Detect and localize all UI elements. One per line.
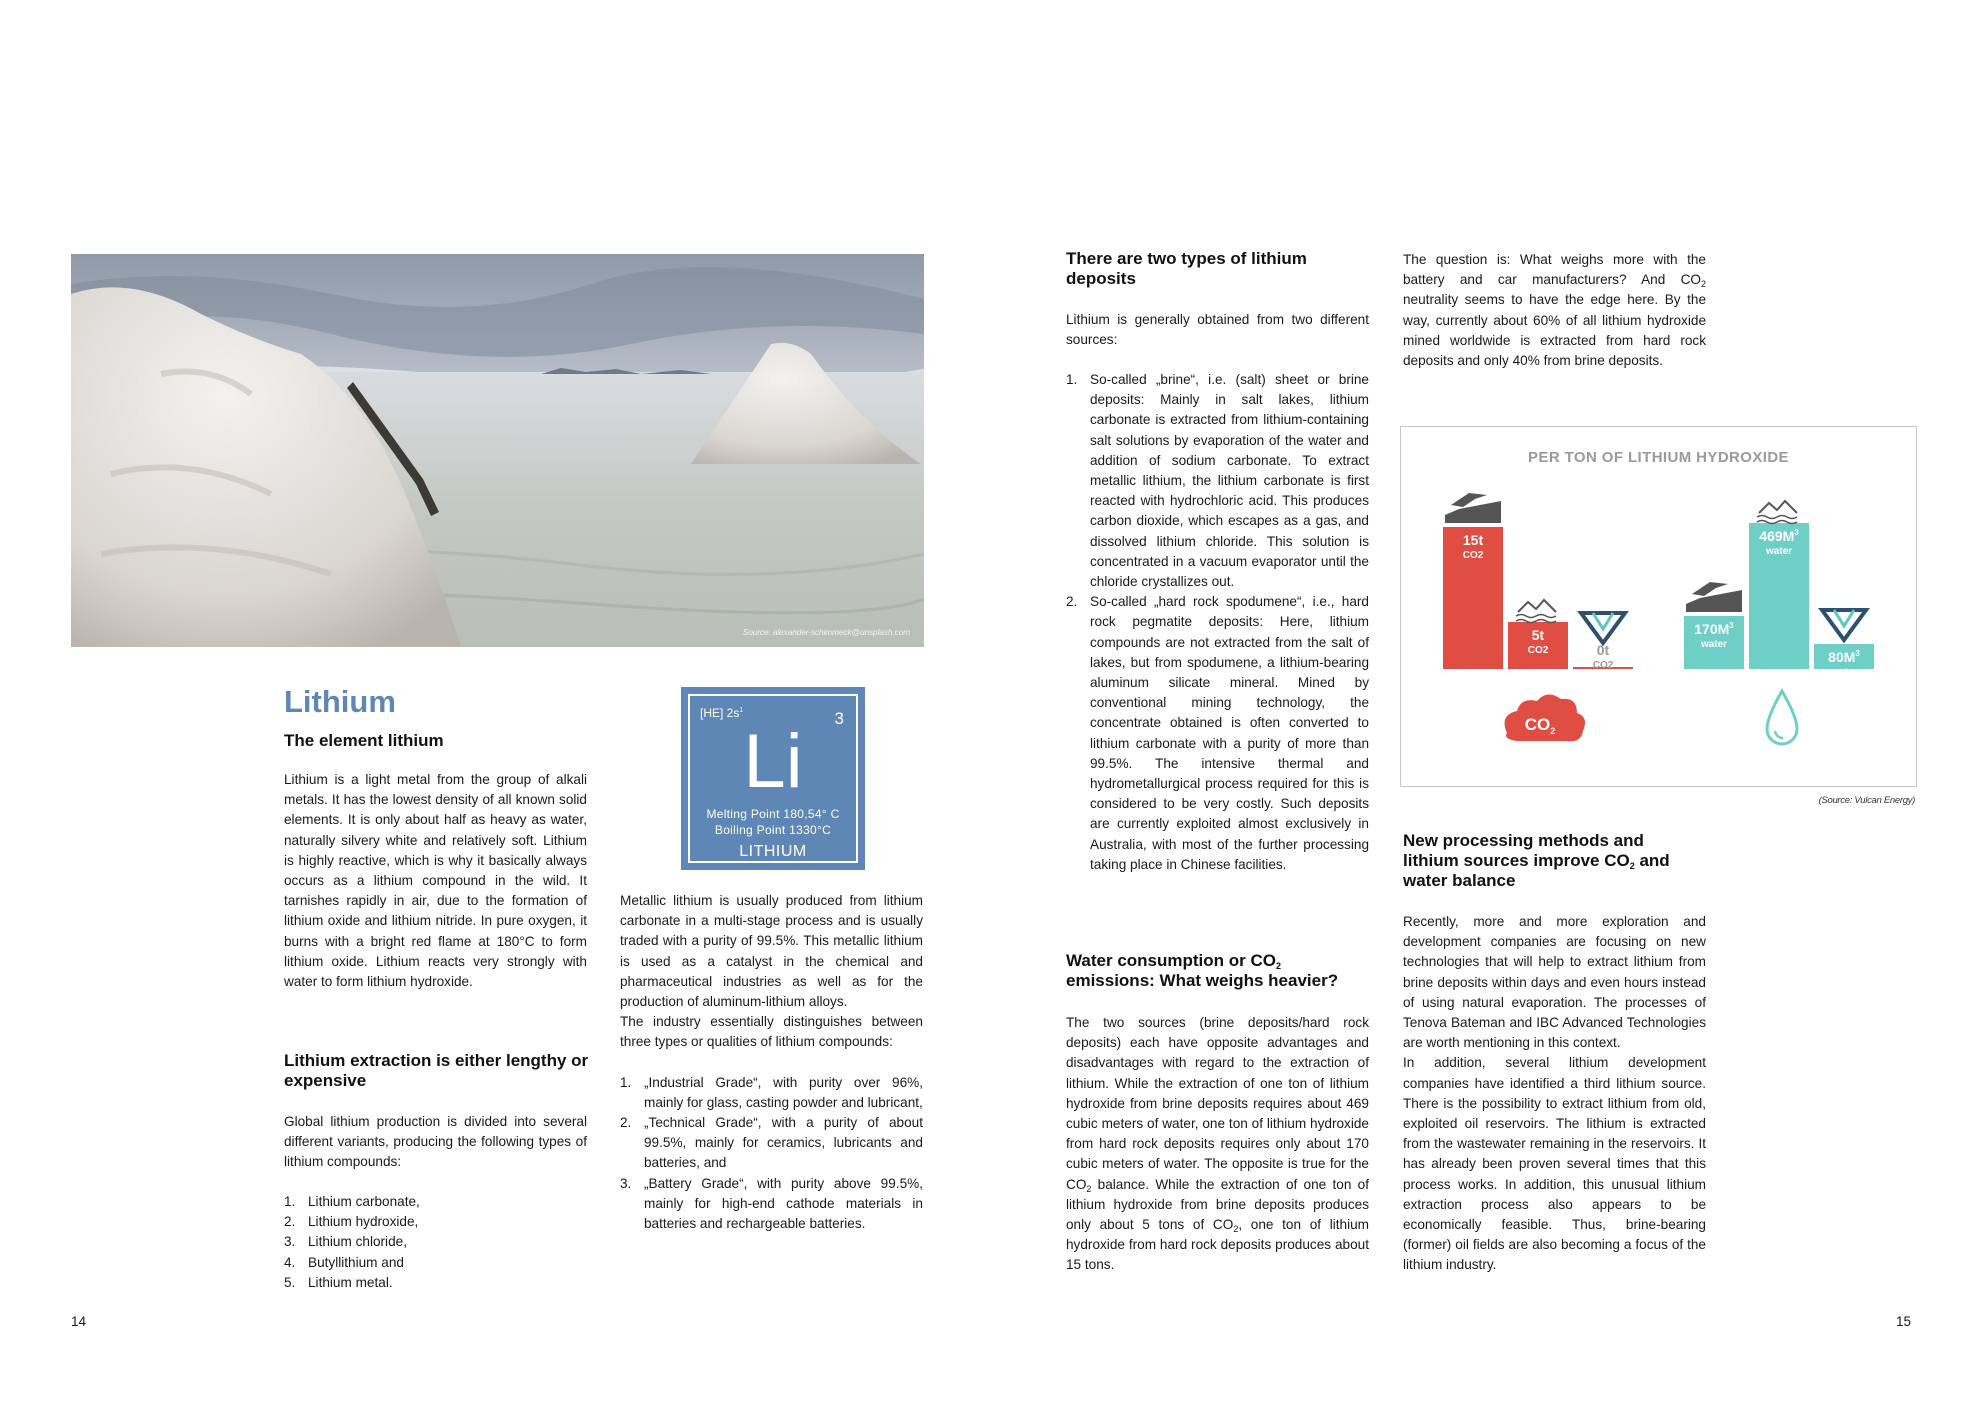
list-item: 1. Lithium carbonate, xyxy=(284,1194,420,1209)
melting-point: Melting Point 180,54° C xyxy=(706,807,840,821)
list-item: 3. Lithium chloride, xyxy=(284,1234,407,1250)
extraction-paragraph: Global lithium production is divided into several different variants, producing the following types of lithium compounds: xyxy=(284,1114,587,1170)
grades-intro-paragraph: The industry essentially distinguishes between three types or qualities of lithium compounds: xyxy=(620,1014,923,1050)
salt-lake-icon xyxy=(1516,600,1556,623)
bar-unit-label: CO2 xyxy=(1527,645,1549,656)
new-methods-text xyxy=(1403,912,1706,1276)
bar-unit-label: water xyxy=(1700,639,1728,650)
page-title: Lithium xyxy=(284,684,396,719)
salt-flat-illustration xyxy=(71,254,924,647)
bar-value-label: 15t xyxy=(1462,532,1484,548)
salt-flat-photo xyxy=(71,254,924,647)
electron-configuration: [HE] $2s^1$ xyxy=(700,706,744,720)
mining-icon xyxy=(1686,582,1742,612)
page-number-left: 14 xyxy=(71,1314,87,1329)
co2-cloud-icon xyxy=(1505,694,1585,741)
list-item: 1. „Industrial Grade“, with purity over 96%, mainly for glass, casting powder and lubricant, xyxy=(620,1074,923,1110)
metallic-lithium-paragraph: Metallic lithium is usually produced from lithium carbonate in a multi-stage process and is usually traded with a purity of 99.5%. This metallic lithium is used as a catalyst in the chemical and pharmaceutical industries as well as for the production of aluminum-lithium alloys. xyxy=(620,893,923,1010)
compounds-list xyxy=(284,1192,587,1293)
vulcan-logo-icon xyxy=(1822,610,1866,640)
salt-lake-icon xyxy=(1757,501,1797,524)
vulcan-logo-icon xyxy=(1581,613,1625,643)
page-number-right: 15 xyxy=(1896,1314,1912,1329)
bar-unit-label: CO2 xyxy=(1462,550,1484,561)
lithium-element-card xyxy=(681,687,865,870)
list-item: 3. „Battery Grade“, with purity above 99.5%, mainly for high-end cathode materials in batteries and rechargeable batteries. xyxy=(620,1175,923,1232)
list-item: 4. Butyllithium and xyxy=(284,1254,404,1270)
chart-bar xyxy=(1749,523,1809,669)
mining-icon xyxy=(1445,493,1501,523)
bar-value-label: $80M^3$ xyxy=(1828,649,1860,665)
new-methods-heading: New processing methods and lithium sources improve $CO_2$ and water balance xyxy=(1403,831,1670,890)
bar-unit-label: water xyxy=(1765,546,1793,557)
list-item: 2. Lithium hydroxide, xyxy=(284,1214,419,1230)
chart-canvas xyxy=(1401,427,1916,786)
deposits-intro: Lithium is generally obtained from two different sources: xyxy=(1066,312,1369,348)
list-item: 1. So-called „brine“, i.e. (salt) sheet or brine deposits: Mainly in salt lakes, lithium carbonate is extracted from lithium-containing salt solutions by evaporation of the water and addition of sodium carbonate. To extract metallic lithium, the lithium carbonate is first reacted with hydrochloric acid. This produces carbon dioxide, which escapes as a gas, and dissolved lithium chloride. This solution is concentrated in a vacuum evaporator until the chloride crystallizes out. xyxy=(1066,372,1369,590)
bar-value-label: 0t xyxy=(1596,642,1610,658)
sources-list xyxy=(1066,370,1369,875)
list-item: 2. So-called „hard rock spodumene“, i.e., hard rock pegmatite deposits: Here, lithium compounds are not extracted from the salt of lakes, but from spodumene, a lithium-bearing aluminum silicate mineral. Mined by conventional mining technology, the concentrate obtained is often converted to lithium carbonate with a purity of more than 99.5%. The intensive thermal and hydrometallurgical process required for this is considered to be very costly. Such deposits are currently exploited almost exclusively in Australia, with most of the further processing taking place in Chinese facilities. xyxy=(1066,594,1369,872)
water-paragraph: The two sources (brine deposits/hard rock deposits) each have opposite advantages and disadvantages with regard to the extraction of lithium. While the extraction of one ton of lithium hydroxide from brine deposits requires about 469 cubic meters of water, one ton of lithium hydroxide from hard rock deposits requires only about 170 cubic meters of water. The opposite is true for the $CO_2$ balance. While the extraction of one ton of lithium hydroxide from brine deposits produces only about 5 tons of $CO_2$, one ton of lithium hydroxide from hard rock deposits produces about 15 tons. xyxy=(1066,1015,1369,1273)
bar-value-label: 5t xyxy=(1531,627,1545,643)
list-item: 5. Lithium metal. xyxy=(284,1274,393,1290)
atomic-number: 3 xyxy=(834,709,844,728)
list-item: 2. „Technical Grade“, with a purity of about 99.5%, mainly for ceramics, lubricants and batteries, and xyxy=(620,1115,923,1171)
water-drop-icon xyxy=(1767,691,1797,744)
lithium-hydroxide-chart xyxy=(1400,426,1917,787)
new-methods-paragraph: Recently, more and more exploration and development companies are focusing on new technologies that will help to extract lithium from brine deposits within days and even hours instead of using natural evaporation. The processes of Tenova Bateman and IBC Advanced Technologies are worth mentioning in this context. xyxy=(1403,914,1706,1051)
bar-value-label: $170M^3$ xyxy=(1694,621,1734,637)
bar-unit-label: CO2 xyxy=(1592,660,1614,671)
element-paragraph: Lithium is a light metal from the group of alkali metals. It has the lowest density of all known solid elements. It is only about half as heavy as water, naturally silvery white and relatively soft. Lithium is highly reactive, which is why it basically always occurs as a lithium compound in the wild. It tarnishes rapidly in air, due to the formation of lithium oxide and lithium nitride. In pure oxygen, it burns with a bright red flame at 180°C to form lithium oxide. Lithium reacts very strongly with water to form lithium hydroxide. xyxy=(284,772,587,990)
co2-icon-label: $CO_2$ xyxy=(1524,715,1556,736)
middle-text xyxy=(620,891,923,1234)
chart-title: PER TON OF LITHIUM HYDROXIDE xyxy=(1528,449,1789,466)
bar-unit-label: water xyxy=(1830,667,1858,678)
boiling-point: Boiling Point 1330°C xyxy=(714,823,832,837)
chart-bar xyxy=(1443,527,1503,669)
chart-source: (Source: Vulcan Energy) xyxy=(1818,795,1915,806)
third-source-paragraph: In addition, several lithium development companies have identified a third lithium source. There is the possibility to extract lithium from old, exploited oil reservoirs. The lithium is extracted from the wastewater remaining in the reservoirs. It has already been proven several times that this process works. In addition, this unusual lithium extraction process also appears to be economically feasible. Thus, brine-bearing (former) oil fields are also becoming a focus of the lithium industry. xyxy=(1403,1055,1706,1273)
question-paragraph: The question is: What weighs more with the battery and car manufacturers? And $CO_2$ neutrality seems to have the edge here. By the way, currently about 60% of all lithium hydroxide mined worldwide is extracted from hard rock deposits and only 40% from brine deposits. xyxy=(1403,252,1706,369)
bar-value-label: $469M^3$ xyxy=(1759,528,1799,544)
element-heading: The element lithium xyxy=(284,731,444,750)
deposits-heading: There are two types of lithium deposits xyxy=(1066,249,1307,288)
photo-credit: Source: alexander-schimmeck@unsplash.com xyxy=(742,627,910,637)
water-heading: Water consumption or $CO_2$ emissions: What weighs heavier? xyxy=(1066,951,1339,990)
grades-list xyxy=(620,1073,923,1235)
element-name: LITHIUM xyxy=(739,843,807,860)
extraction-heading: Lithium extraction is either lengthy or expensive xyxy=(284,1051,589,1090)
element-symbol: Li xyxy=(743,719,803,804)
